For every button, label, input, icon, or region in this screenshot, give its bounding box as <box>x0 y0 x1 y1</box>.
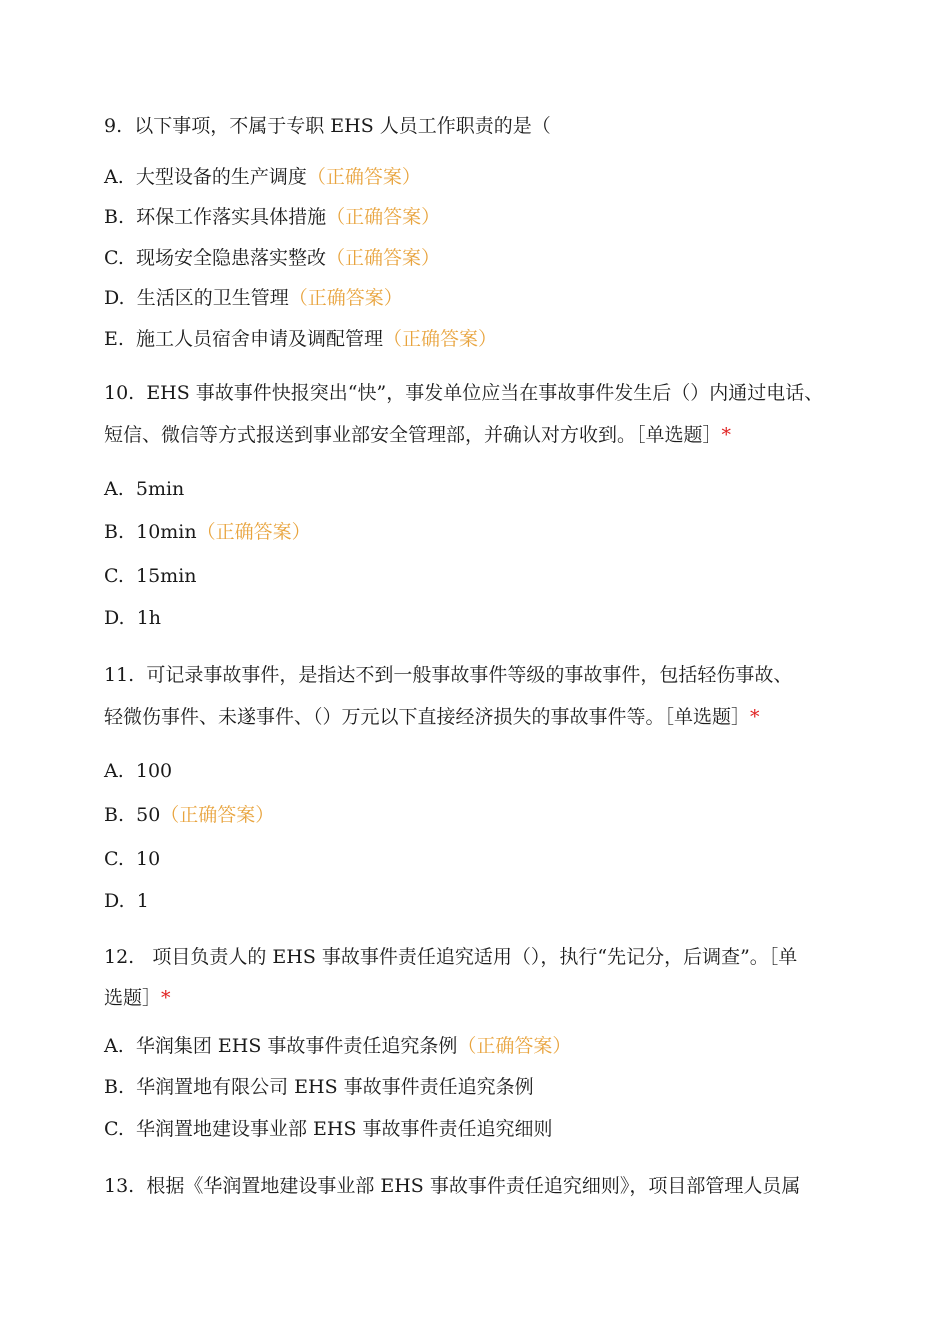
correct-answer-label: （正确答案） <box>160 804 275 826</box>
correct-answer-label: （正确答案） <box>457 1035 572 1057</box>
question-9-text: 9. 以下事项，不属于专职 EHS 人员工作职责的是（ <box>104 115 551 137</box>
correct-answer-label: （正确答案） <box>196 521 311 543</box>
question-12-option-b: B. 华润置地有限公司 EHS 事故事件责任追究条例 <box>104 1076 534 1098</box>
correct-answer-label: （正确答案） <box>288 287 403 309</box>
question-12-option-c: C. 华润置地建设事业部 EHS 事故事件责任追究细则 <box>104 1118 553 1140</box>
correct-answer-label: （正确答案） <box>326 206 441 228</box>
correct-answer-label: （正确答案） <box>306 166 421 188</box>
question-10-text-line-1: 10. EHS 事故事件快报突出“快”，事发单位应当在事故事件发生后（）内通过电话、 <box>104 382 824 404</box>
question-12-text-line-2: 选题］* <box>104 987 171 1009</box>
question-13-text: 13. 根据《华润置地建设事业部 EHS 事故事件责任追究细则》，项目部管理人员属 <box>104 1175 801 1197</box>
question-10-option-c: C. 15min <box>104 565 197 587</box>
question-12-option-a: A. 华润集团 EHS 事故事件责任追究条例（正确答案） <box>104 1035 572 1057</box>
required-mark: * <box>721 424 732 446</box>
correct-answer-label: （正确答案） <box>383 328 498 350</box>
question-11-option-a: A. 100 <box>104 760 173 782</box>
correct-answer-label: （正确答案） <box>326 247 441 269</box>
required-mark: * <box>750 706 760 728</box>
question-10-option-d: D. 1h <box>104 607 162 629</box>
question-9-option-c: C. 现场安全隐患落实整改（正确答案） <box>104 247 441 269</box>
question-12-text-line-1: 12. 项目负责人的 EHS 事故事件责任追究适用（），执行“先记分，后调查”。［单 <box>104 946 798 968</box>
question-10-option-a: A. 5min <box>104 478 185 500</box>
question-9-option-b: B. 环保工作落实具体措施（正确答案） <box>104 206 441 228</box>
question-11-option-c: C. 10 <box>104 848 161 870</box>
question-9-option-d: D. 生活区的卫生管理（正确答案） <box>104 287 403 309</box>
question-9-option-e: E. 施工人员宿舍申请及调配管理（正确答案） <box>104 328 498 350</box>
required-mark: * <box>161 987 171 1009</box>
question-9-option-a: A. 大型设备的生产调度（正确答案） <box>104 166 421 188</box>
question-11-option-b: B. 50（正确答案） <box>104 804 275 826</box>
question-10-text-line-2: 短信、微信等方式报送到事业部安全管理部，并确认对方收到。［单选题］* <box>104 424 732 446</box>
question-11-text-line-2: 轻微伤事件、未遂事件、（）万元以下直接经济损失的事故事件等。［单选题］* <box>104 706 760 728</box>
question-10-option-b: B. 10min（正确答案） <box>104 521 311 543</box>
question-11-option-d: D. 1 <box>104 890 149 912</box>
question-11-text-line-1: 11. 可记录事故事件，是指达不到一般事故事件等级的事故事件，包括轻伤事故、 <box>104 664 793 686</box>
